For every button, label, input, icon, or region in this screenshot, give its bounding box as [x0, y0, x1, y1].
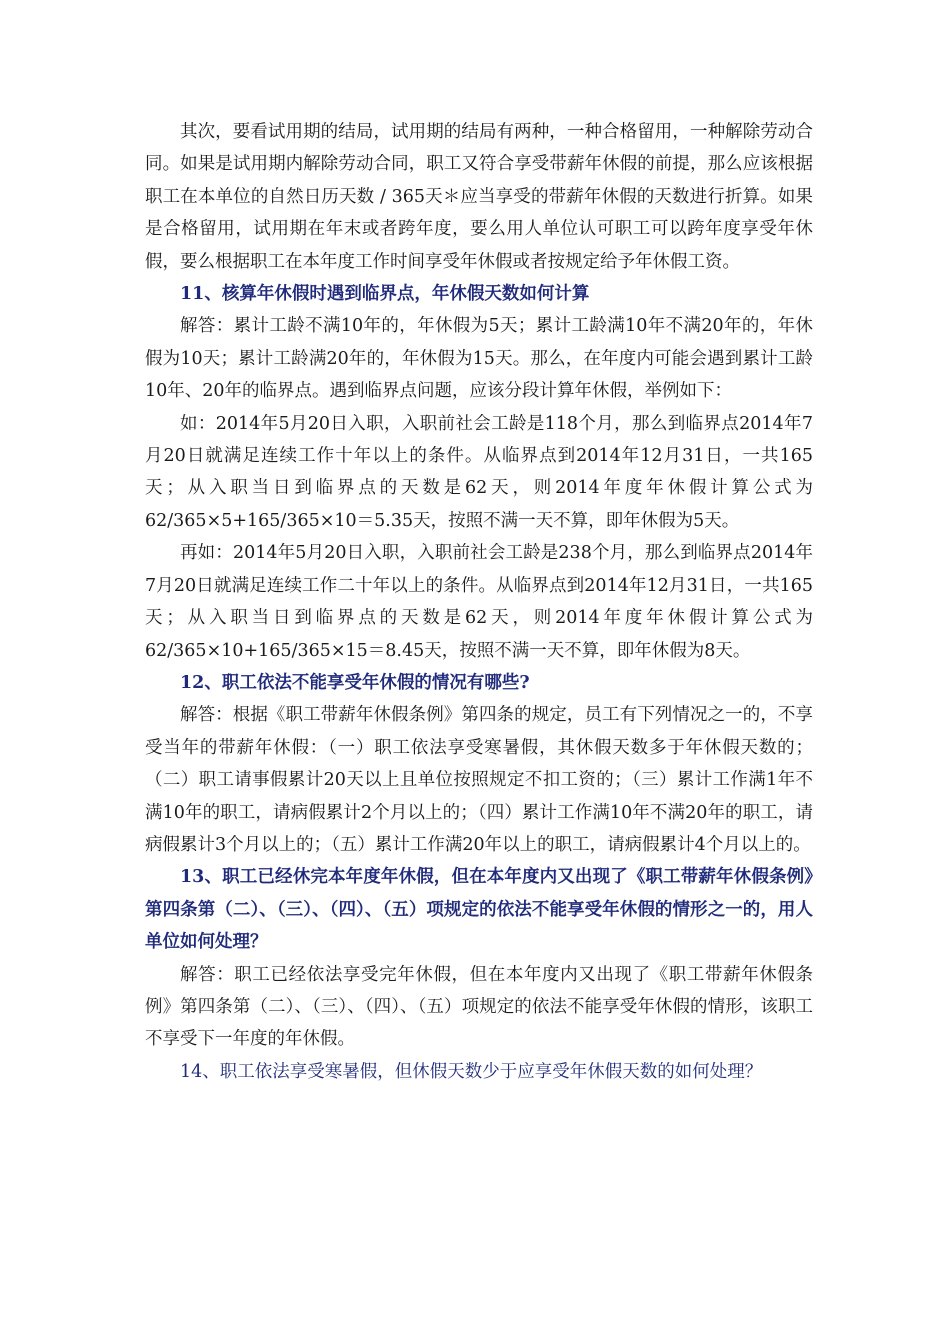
document-page [145, 116, 813, 1088]
paragraph-answer-11: 解答：累计工龄不满10年的，年休假为5天；累计工龄满10年不满20年的，年休假为10天；累计工龄满20年的，年休假为15天。那么，在年度内可能会遇到累计工龄10年、20年的临界点。遇到临界点问题，应该分段计算年休假，举例如下： [145, 316, 813, 402]
paragraph-answer-13: 解答：职工已经依法享受完年休假，但在本年度内又出现了《职工带薪年休假条例》第四条第（二）、（三）、（四）、（五）项规定的依法不能享受年休假的情形，该职工不享受下一年度的年休假。 [145, 964, 813, 1050]
heading-question-11: 11、核算年休假时遇到临界点，年休假天数如何计算 [180, 284, 590, 305]
paragraph-example-2: 再如：2014年5月20日入职，入职前社会工龄是238个月，那么到临界点2014年7月20日就满足连续工作二十年以上的条件。从临界点到2014年12月31日，一共165天；从入职当日到临界点的天数是62天，则2014年度年休假计算公式为62/365×10+165/365×15＝8.45天，按照不满一天不算，即年休假为8天。 [145, 543, 813, 661]
heading-question-13: 13、职工已经休完本年度年休假，但在本年度内又出现了《职工带薪年休假条例》第四条第（二）、（三）、（四）、（五）项规定的依法不能享受年休假的情形之一的，用人单位如何处理？ [145, 867, 813, 953]
paragraph-probation-outcome: 其次，要看试用期的结局，试用期的结局有两种，一种合格留用，一种解除劳动合同。如果是试用期内解除劳动合同，职工又符合享受带薪年休假的前提，那么应该根据职工在本单位的自然日历天数 / 365天＊应当享受的带薪年休假的天数进行折算。如果是合格留用，试用期在年末或者跨年度，要么用人单位认可职工可以跨年度享受年休假，要么根据职工在本年度工作时间享受年休假或者按规定给予年休假工资。 [145, 122, 813, 272]
paragraph-answer-12: 解答：根据《职工带薪年休假条例》第四条的规定，员工有下列情况之一的，不享受当年的带薪年休假：（一）职工依法享受寒暑假，其休假天数多于年休假天数的；（二）职工请事假累计20天以上且单位按照规定不扣工资的；（三）累计工作满1年不满10年的职工，请病假累计2个月以上的；（四）累计工作满10年不满20年的职工，请病假累计3个月以上的；（五）累计工作满20年以上的职工，请病假累计4个月以上的。 [145, 705, 813, 855]
paragraph-example-1: 如：2014年5月20日入职，入职前社会工龄是118个月，那么到临界点2014年7月20日就满足连续工作十年以上的条件。从临界点到2014年12月31日，一共165天；从入职当日到临界点的天数是62天，则2014年度年休假计算公式为62/365×5+165/365×10＝5.35天，按照不满一天不算，即年休假为5天。 [145, 413, 813, 531]
heading-question-12: 12、职工依法不能享受年休假的情况有哪些? [180, 672, 530, 693]
heading-question-14: 14、职工依法享受寒暑假，但休假天数少于应享受年休假天数的如何处理？ [180, 1061, 763, 1082]
